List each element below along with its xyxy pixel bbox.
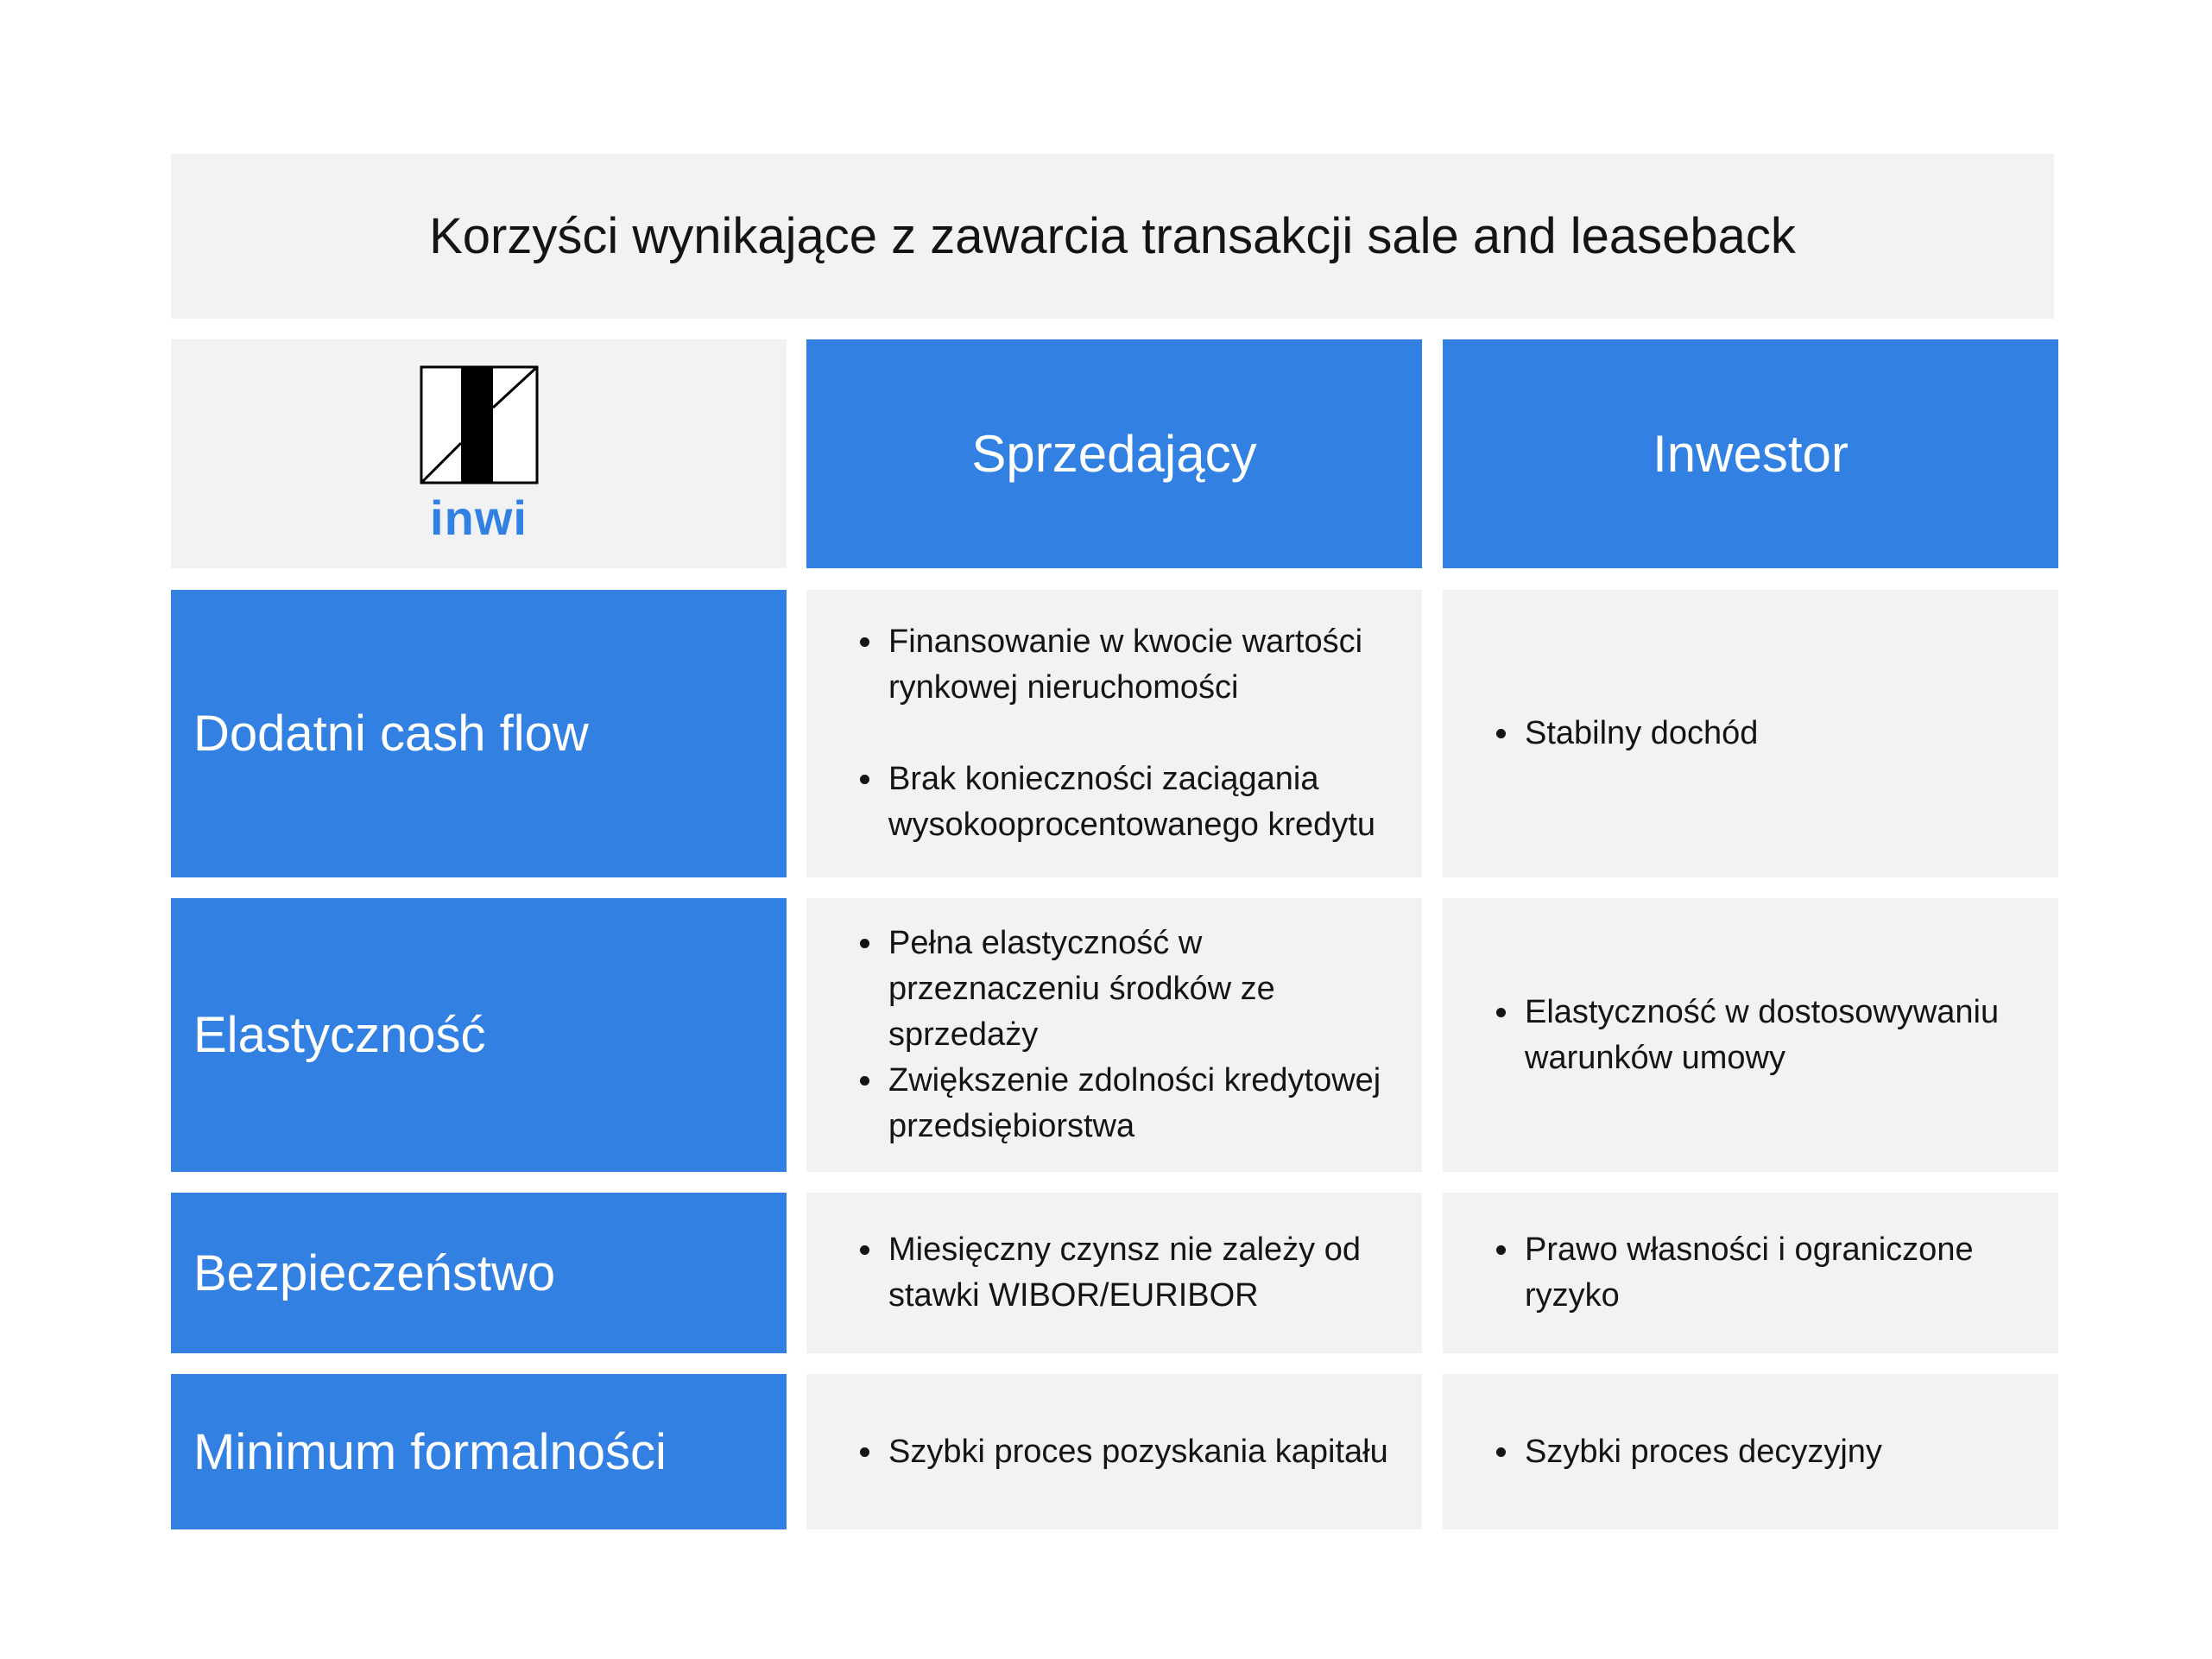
- list-item: • Brak konieczności zaciągania wysokooprocentowanego kredytu: [885, 757, 1396, 848]
- cell-security-investor: [1443, 1193, 2058, 1353]
- bullet-list: [1482, 990, 2032, 1081]
- bullet-list: [845, 1429, 1388, 1475]
- list-item: • Szybki proces pozyskania kapitału: [885, 1429, 1388, 1475]
- cell-flexibility-investor: [1443, 898, 2058, 1172]
- list-item: • Miesięczny czynsz nie zależy od stawki WIBOR/EURIBOR: [885, 1227, 1396, 1319]
- row-header-flexibility: Elastyczność: [171, 898, 787, 1172]
- cell-cash-flow-investor: [1443, 590, 2058, 877]
- row-header-security: Bezpieczeństwo: [171, 1193, 787, 1353]
- list-item: • Szybki proces decyzyjny: [1521, 1429, 1882, 1475]
- list-item: • Elastyczność w dostosowywaniu warunków umowy: [1521, 990, 2032, 1081]
- logo-text: inwi: [430, 491, 528, 545]
- cell-formalities-seller: [806, 1374, 1422, 1529]
- list-item: • Stabilny dochód: [1521, 711, 1758, 757]
- row-header-cash-flow: Dodatni cash flow: [171, 590, 787, 877]
- row-header-formalities: Minimum formalności: [171, 1374, 787, 1529]
- bullet-list: [1482, 711, 1758, 757]
- bullet-list: [845, 921, 1396, 1149]
- bullet-list: [1482, 1227, 2032, 1319]
- column-header-investor: Inwestor: [1443, 339, 2058, 568]
- bullet-list: [845, 1227, 1396, 1319]
- bullet-list: [845, 619, 1396, 848]
- page-title: Korzyści wynikające z zawarcia transakcji sale and leaseback: [171, 154, 2054, 319]
- logo-cell: [171, 339, 787, 568]
- list-item: • Prawo własności i ograniczone ryzyko: [1521, 1227, 2032, 1319]
- list-item: • Zwiększenie zdolności kredytowej przedsiębiorstwa: [885, 1058, 1396, 1149]
- list-item: • Pełna elastyczność w przeznaczeniu środków ze sprzedaży: [885, 921, 1396, 1058]
- cell-cash-flow-seller: [806, 590, 1422, 877]
- list-item: • Finansowanie w kwocie wartości rynkowej nieruchomości: [885, 619, 1396, 711]
- inwi-logo-icon: [420, 365, 539, 484]
- cell-formalities-investor: [1443, 1374, 2058, 1529]
- cell-security-seller: [806, 1193, 1422, 1353]
- cell-flexibility-seller: [806, 898, 1422, 1172]
- column-header-seller: Sprzedający: [806, 339, 1422, 568]
- bullet-list: [1482, 1429, 1882, 1475]
